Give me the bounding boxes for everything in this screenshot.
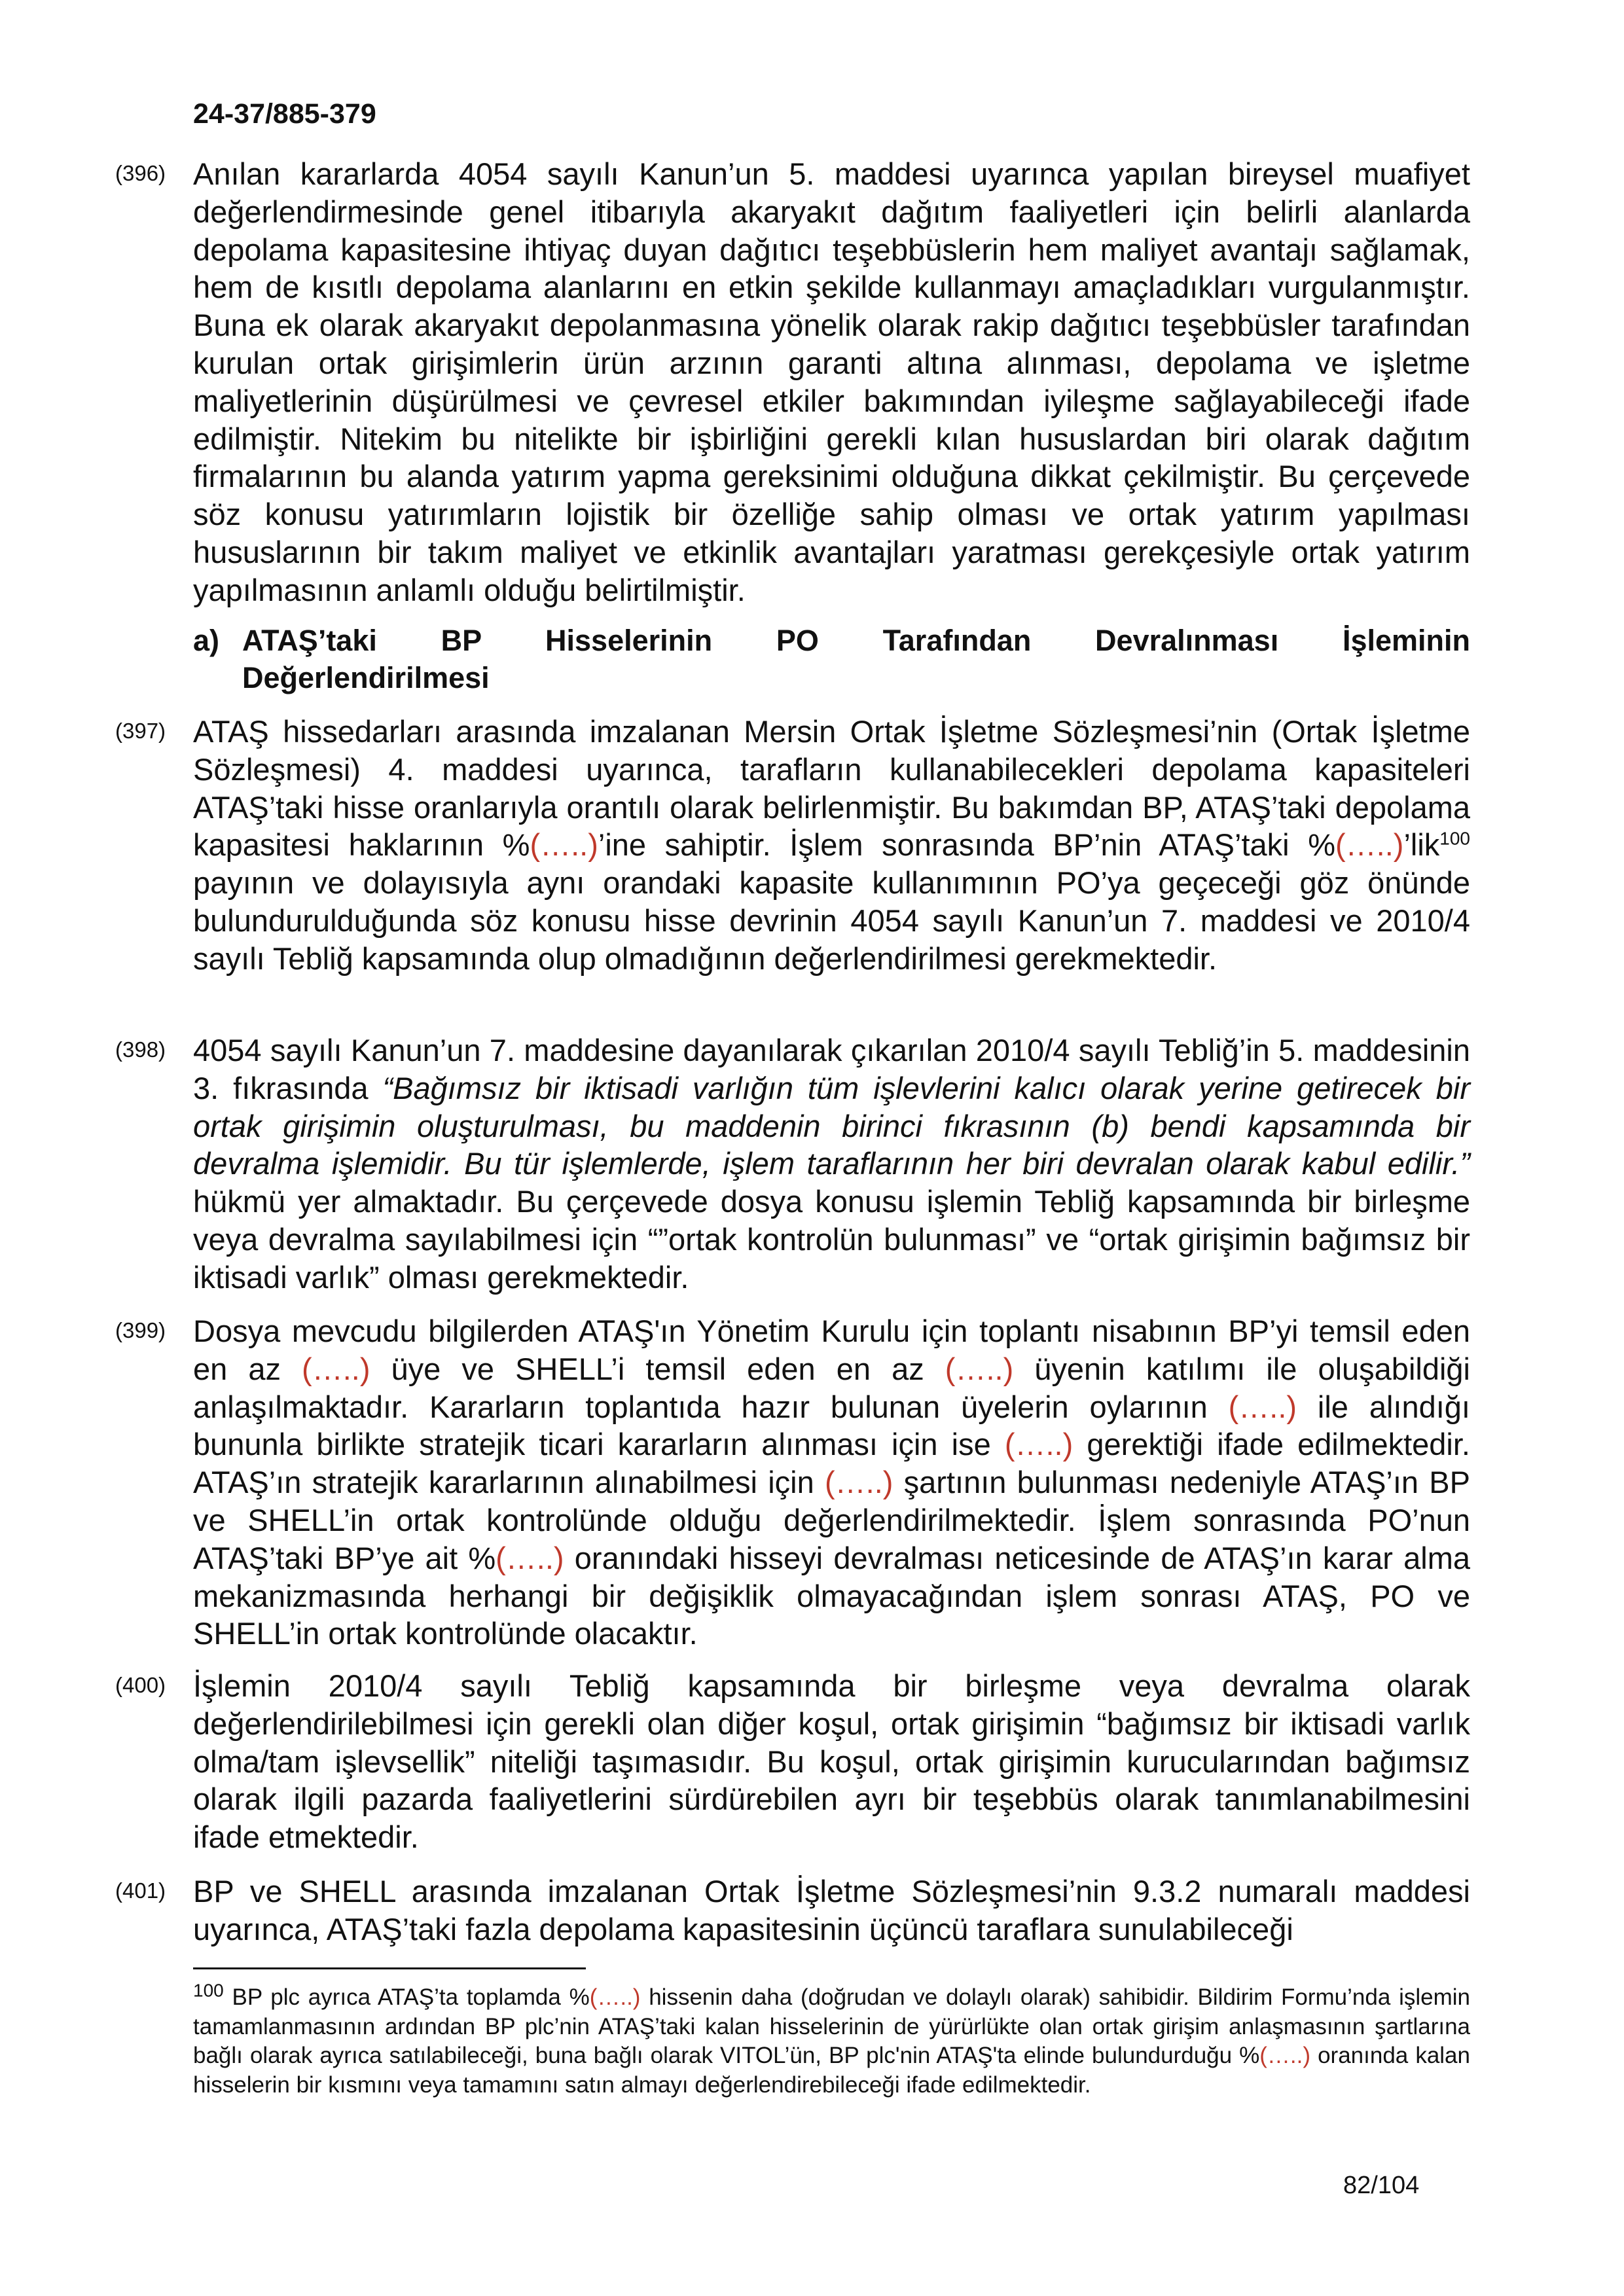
redaction-mark: (…..) — [945, 1351, 1014, 1386]
paragraph-number: (399) — [115, 1318, 166, 1342]
redaction-mark: (…..) — [496, 1540, 564, 1575]
paragraph-396 — [115, 155, 1470, 609]
paragraph-400 — [115, 1667, 1470, 1856]
redaction-mark: (…..) — [1004, 1427, 1074, 1462]
redaction-mark: (…..) — [1335, 827, 1404, 863]
paragraph-text: Dosya mevcudu bilgilerden ATAŞ'ın Yönetim Kurulu için toplantı nisabının BP’yi temsil eden en az (…..) üye ve SHELL’i temsil eden en az (…..) üyenin katılımı ile oluşabildiği anlaşılmaktadır. Kararların toplantıda hazır bulunan üyelerin oylarının (…..) ile alındığı bununla birlikte stratejik ticari kararların alınması için ise (…..) gerektiği ifade edilmektedir. ATAŞ’ın stratejik kararlarının alınabilmesi için (…..) şartının bulunması nedeniyle ATAŞ’ın BP ve SHELL’in ortak kontrolünde olduğu değerlendirilmektedir. İşlem sonrasında PO’nun ATAŞ’taki BP’ye ait %(…..) oranındaki hisseyi devralması neticesinde de ATAŞ’ın karar alma mekanizmasında herhangi bir değişiklik olmayacağından işlem sonrası ATAŞ, PO ve SHELL’in ortak kontrolünde olacaktır. — [193, 1314, 1470, 1651]
paragraph-number: (401) — [115, 1878, 166, 1903]
quoted-regulation: “Bağımsız bir iktisadi varlığın tüm işlevlerini kalıcı olarak yerine getirecek bir ortak girişimin oluşturulması, bu maddenin birinci fıkrasının (b) bendi kapsamında bir devralma işlemidir. Bu tür işlemlerde, işlem taraflarının her biri devralan olarak kabul edilir.” — [193, 1070, 1470, 1181]
footnote-number: 100 — [193, 1980, 224, 2001]
section-heading-a — [193, 622, 1470, 696]
redaction-mark: (…..) — [302, 1351, 370, 1386]
page-number: 82/104 — [1343, 2172, 1420, 2199]
paragraph-text: ATAŞ hissedarları arasında imzalanan Mersin Ortak İşletme Sözleşmesi’nin (Ortak İşletme Sözleşmesi) 4. maddesi uyarınca, tarafların kullanabilecekleri depolama kapasiteleri ATAŞ’taki hisse oranlarıyla orantılı olarak belirlenmiştir. Bu bakımdan BP, ATAŞ’taki depolama kapasitesi haklarının %(…..)’ine sahiptir. İşlem sonrasında BP’nin ATAŞ’taki %(…..)’lik$^{100}$ payının ve dolayısıyla aynı orandaki kapasite kullanımının PO’ya geçeceği göz önünde bulundurulduğunda söz konusu hisse devrinin 4054 sayılı Kanun’un 7. maddesi ve 2010/4 sayılı Tebliğ kapsamında olup olmadığının değerlendirilmesi gerekmektedir. — [193, 714, 1470, 976]
footnote-separator — [193, 1967, 586, 1969]
paragraph-text: Anılan kararlarda 4054 sayılı Kanun’un 5. maddesi uyarınca yapılan bireysel muafiyet değerlendirmesinde genel itibarıyla akaryakıt dağıtım faaliyetleri için belirli alanlarda depolama kapasitesine ihtiyaç duyan dağıtıcı teşebbüslerin hem maliyet avantajı sağlamak, hem de kısıtlı depolama alanlarını en etkin şekilde kullanmayı amaçladıkları vurgulanmıştır. Buna ek olarak akaryakıt depolanmasına yönelik olarak rakip dağıtıcı teşebbüsler tarafından kurulan ortak girişimlerin ürün arzının garanti altına alınması, depolama ve işletme maliyetlerinin düşürülmesi ve çevresel etkiler bakımından iyileşme sağlayabileceği ifade edilmiştir. Nitekim bu nitelikte bir işbirliğini gerekli kılan hususlardan biri olarak dağıtım firmalarının bu alanda yatırım yapma gereksinimi olduğuna dikkat çekilmiştir. Bu çerçevede söz konusu yatırımların lojistik bir özelliğe sahip olması ve ortak yatırım yapılması hususlarının bir takım maliyet ve etkinlik avantajları yaratması gerekçesiyle ortak yatırım yapılmasının anlamlı olduğu belirtilmiştir. — [193, 156, 1470, 607]
paragraph-number: (400) — [115, 1673, 166, 1697]
paragraph-399 — [115, 1312, 1470, 1653]
paragraph-text: 4054 sayılı Kanun’un 7. maddesine dayanılarak çıkarılan 2010/4 sayılı Tebliğ’in 5. maddesinin 3. fıkrasında “Bağımsız bir iktisadi varlığın tüm işlevlerini kalıcı olarak yerine getirecek bir ortak girişimin oluşturulması, bu maddenin birinci fıkrasının (b) bendi kapsamında bir devralma işlemidir. Bu tür işlemlerde, işlem taraflarının her biri devralan olarak kabul edilir.” hükmü yer almaktadır. Bu çerçevede dosya konusu işlemin Tebliğ kapsamında bir birleşme veya devralma sayılabilmesi için “”ortak kontrolün bulunması” ve “ortak girişimin bağımsız bir iktisadi varlık” olması gerekmektedir. — [193, 1033, 1470, 1295]
section-title-line1: ATAŞ’taki BP Hisselerinin PO Tarafından Devralınması İşleminin — [242, 624, 1470, 657]
paragraph-number: (398) — [115, 1037, 166, 1062]
section-title-line2: Değerlendirilmesi — [242, 661, 490, 694]
redaction-mark: (…..) — [825, 1465, 893, 1500]
redaction-mark: (…..) — [530, 827, 598, 863]
paragraph-number: (397) — [115, 719, 166, 743]
paragraph-401 — [115, 1873, 1470, 1948]
paragraph-397 — [115, 713, 1470, 978]
paragraph-398 — [115, 1031, 1470, 1297]
document-id: 24-37/885-379 — [193, 98, 376, 130]
redaction-mark: (…..) — [1228, 1389, 1297, 1424]
section-label: a) — [193, 624, 220, 657]
redaction-mark: (…..) — [1259, 2043, 1311, 2068]
paragraph-number: (396) — [115, 161, 166, 185]
footnote-reference[interactable]: 100 — [1439, 828, 1470, 849]
footnote-100: $^{100}$ BP plc ayrıca ATAŞ’ta toplamda %(…..) hissenin daha (doğrudan ve dolaylı olarak) sahibidir. Bildirim Formu’nda işlemin tamamlanmasının ardından BP plc’nin ATAŞ’taki kalan hisselerinin de yürürlükte olan ortak girişim anlaşmasının şartlarına bağlı olarak ayrıca satılabileceği, buna bağlı olarak VITOL’ün, BP plc'nin ATAŞ'ta elinde bulundurduğu %(…..) oranında kalan hisselerin bir kısmını veya tamamını satın almayı değerlendirebileceği ifade edilmektedir. — [193, 1980, 1470, 2098]
paragraph-text: İşlemin 2010/4 sayılı Tebliğ kapsamında bir birleşme veya devralma olarak değerlendirilebilmesi için gerekli olan diğer koşul, ortak girişimin “bağımsız bir iktisadi varlık olma/tam işlevsellik” niteliği taşımasıdır. Bu koşul, ortak girişimin kurucularından bağımsız olarak ilgili pazarda faaliyetlerini sürdürebilen ayrı bir teşebbüs olarak tanımlanabilmesini ifade etmektedir. — [193, 1668, 1470, 1855]
redaction-mark: (…..) — [589, 1984, 641, 2010]
paragraph-text: BP ve SHELL arasında imzalanan Ortak İşletme Sözleşmesi’nin 9.3.2 numaralı maddesi uyarınca, ATAŞ’taki fazla depolama kapasitesinin üçüncü taraflara sunulabileceği — [193, 1874, 1470, 1946]
